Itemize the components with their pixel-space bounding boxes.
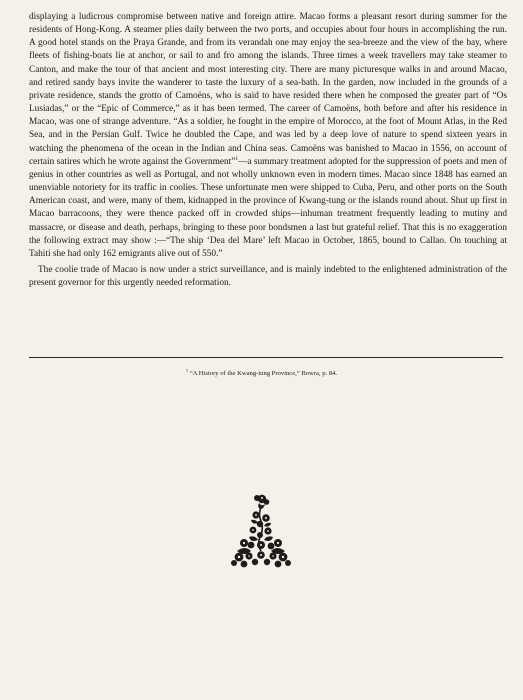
footnote-divider: [29, 357, 503, 358]
footnote: [0, 366, 523, 378]
floral-tailpiece-icon: [229, 493, 293, 569]
footnote-marker: 1: [185, 368, 189, 373]
footnote-text: “A History of the Kwang-tung Province,” Bowra, p. 84.: [189, 370, 338, 378]
body-text: [29, 11, 507, 290]
paragraph-text: —a summary treatment adopted for the suppression of poets and men of genius in other countries as well as Portugal, and not wholly unknown even in modern times. Macao since 1848 has earned an unenviable notoriety for its traffic in coolies. These unfortunate men were shipped to Cuba, Peru, and other ports on the South American coast, and were, many of them, kidnapped in the province of Kwang-tung or the islands round about. Shut up first in Macao barracoons, they were thence packed off in crowded ships—inhuman treatment frequently leading to mutiny and massacre, or disease and death, perhaps, bringing to these poor bondsmen a last but grateful relief. That this is no exaggeration the following extract may show :—“The ship ‘Dea del Mare’ left Macao in October, 1865, bound to Callao. On touching at Tahiti she had only 162 emigrants alive out of 550.”: [29, 156, 508, 259]
footnote-reference: 1: [235, 155, 239, 162]
paragraph-macao-history: [29, 11, 507, 261]
paragraph-coolie-trade: The coolie trade of Macao is now under a strict surveillance, and is mainly indebted to the enlightened administration of the present governor for this urgently needed reformation.: [29, 264, 507, 289]
paragraph-text: displaying a ludicrous compromise between native and foreign attire. Macao forms a pleasant resort during summer for the residents of Hong-Kong. A steamer plies daily between the two ports, and occupies about four hours in accomplishing the run. A good hotel stands on the Praya Grande, and from its verandah one may enjoy the sea-breeze and the view of the bay, where fleets of fishing-boats lie at anchor, or sail to and fro among the islands. Three times a week travellers may take steamer to Canton, and make the tour of that ancient and most interesting city. There are many picturesque walks in and around Macao, and retired sandy bays invite the wanderer to taste the luxury of a sea-bath. In the garden, now included in the grounds of a private residence, stands the grotto of Camoëns, who is said to have resided there when he composed the greater part of “Os Lusiadas,” or the “Epic of Commerce,” as it has been termed. The career of Camoëns, both before and after his residence in Macao, was one of strange adventure. “As a soldier, he fought in the empire of Morocco, at the foot of Mount Atlas, in the Red Sea, and in the Persian Gulf. Twice he doubled the Cape, and was led by a deep love of nature to spend sixteen years in watching the phenomena of the ocean in the Indian and China seas. Camoëns was banished to Macao in 1556, on account of certain satires which he wrote against the Government”: [29, 12, 507, 167]
